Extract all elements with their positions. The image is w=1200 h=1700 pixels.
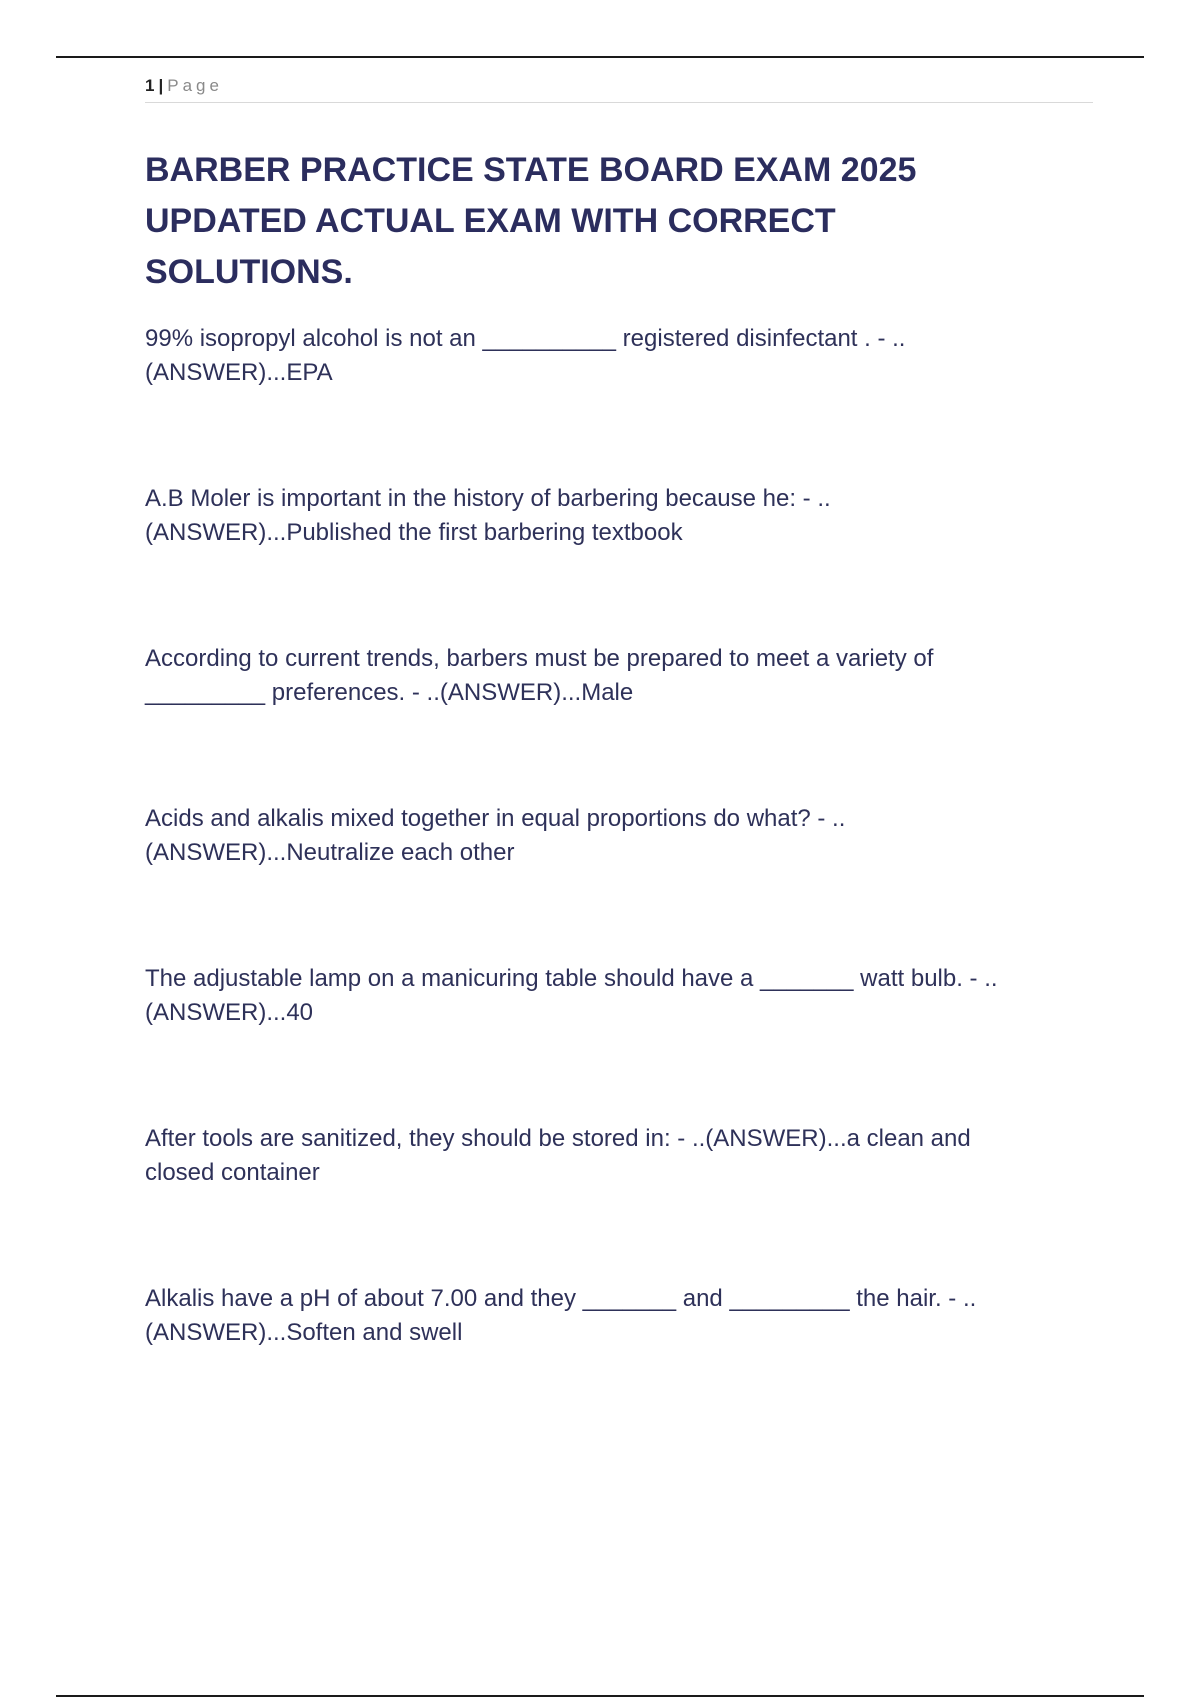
page-header — [145, 74, 1093, 103]
page-number: 1 — [145, 76, 155, 95]
page-label: Page — [167, 76, 223, 95]
question-text: The adjustable lamp on a manicuring table should have a _______ watt bulb. - ..(ANSWER)...40 — [145, 965, 998, 1026]
document-title: BARBER PRACTICE STATE BOARD EXAM 2025 UPDATED ACTUAL EXAM WITH CORRECT SOLUTIONS. — [145, 151, 917, 291]
question-item — [145, 1122, 1045, 1282]
page-separator: | — [158, 76, 164, 95]
question-list — [145, 322, 1045, 1442]
question-text: A.B Moler is important in the history of barbering because he: - ..(ANSWER)...Published the first barbering textbook — [145, 485, 831, 546]
question-item — [145, 1282, 1045, 1442]
question-text: After tools are sanitized, they should be stored in: - ..(ANSWER)...a clean and closed container — [145, 1125, 971, 1186]
top-border-line — [56, 56, 1144, 58]
question-item — [145, 802, 1045, 962]
question-item — [145, 482, 1045, 642]
question-text: According to current trends, barbers must be prepared to meet a variety of _________ preferences. - ..(ANSWER)...Male — [145, 645, 934, 706]
question-item — [145, 322, 1045, 482]
bottom-border-line — [56, 1695, 1144, 1697]
question-text: 99% isopropyl alcohol is not an __________ registered disinfectant . - ..(ANSWER)...EPA — [145, 325, 906, 386]
question-item — [145, 962, 1045, 1122]
question-item — [145, 642, 1045, 802]
question-text: Acids and alkalis mixed together in equal proportions do what? - ..(ANSWER)...Neutralize each other — [145, 805, 846, 866]
question-text: Alkalis have a pH of about 7.00 and they _______ and _________ the hair. - ..(ANSWER)...Soften and swell — [145, 1285, 977, 1346]
